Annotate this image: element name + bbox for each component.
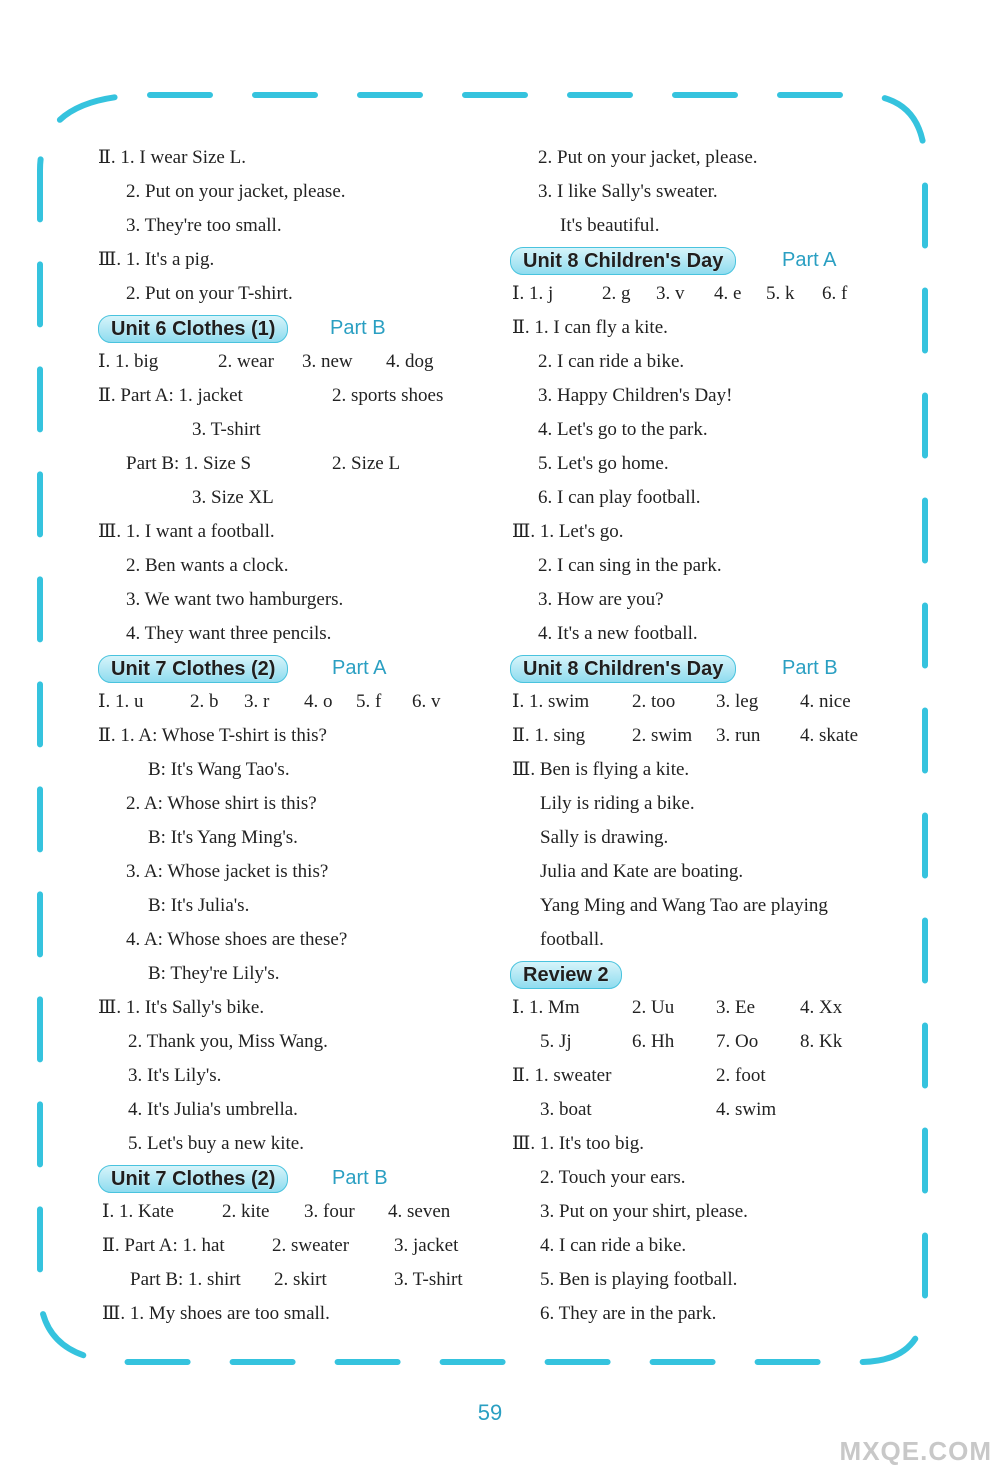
answer-line: 4. Let's go to the park. (538, 419, 708, 440)
answer-line: 4. They want three pencils. (126, 623, 332, 644)
answer-line: 3. We want two hamburgers. (126, 589, 344, 610)
answer-line: 2. Put on your jacket, please. (126, 181, 346, 202)
answer-line: 2. A: Whose shirt is this? (126, 793, 317, 814)
answer-line: Julia and Kate are boating. (540, 861, 744, 882)
section-heading-unit6-partb (98, 311, 498, 345)
answer-line: 2. I can ride a bike. (538, 351, 685, 372)
unit-title-badge: Unit 6 Clothes (1) (98, 315, 288, 343)
answer-line: Ⅲ. 1. It's Sally's bike. (98, 997, 265, 1018)
page-number: 59 (477, 1400, 503, 1425)
part-label: Part B (330, 317, 386, 339)
right-column (510, 141, 910, 1331)
answer-line: Ⅲ. 1. Let's go. (512, 521, 624, 542)
answer-line: 2. Put on your jacket, please. (538, 147, 758, 168)
answer-line: 3. A: Whose jacket is this? (126, 861, 329, 882)
part-label: Part B (782, 657, 838, 679)
answer-line: Ⅰ. 1. swim 2. too 3. leg 4. nice (512, 691, 851, 712)
answer-line: 4. A: Whose shoes are these? (126, 929, 348, 950)
answer-line: 2. Ben wants a clock. (126, 555, 289, 576)
answer-line: 4. It's a new football. (538, 623, 698, 644)
section-heading-review2 (510, 957, 910, 991)
answer-line: 2. Thank you, Miss Wang. (128, 1031, 328, 1052)
section-heading-unit7-parta (98, 651, 498, 685)
part-label: Part B (332, 1167, 388, 1189)
answer-line: Sally is drawing. (540, 827, 669, 848)
answer-line: Ⅲ. 1. My shoes are too small. (102, 1303, 330, 1324)
answer-line: 2. Touch your ears. (540, 1167, 686, 1188)
answer-line: Lily is riding a bike. (540, 793, 695, 814)
answer-line: Ⅲ. 1. I want a football. (98, 521, 275, 542)
answer-line: Ⅲ. Ben is flying a kite. (512, 759, 690, 780)
unit-title-badge: Unit 8 Children's Day (510, 655, 736, 683)
answer-line: Part B: 1. shirt 2. skirt 3. T-shirt (130, 1269, 463, 1290)
answer-line: 3. boat 4. swim (540, 1099, 777, 1120)
answer-line: Ⅲ. 1. It's a pig. (98, 249, 215, 270)
answer-line: Ⅱ. Part A: 1. hat 2. sweater 3. jacket (102, 1235, 459, 1256)
unit-title-badge: Unit 7 Clothes (2) (98, 1165, 288, 1193)
answer-line: 2. I can sing in the park. (538, 555, 722, 576)
unit-title-badge: Review 2 (510, 961, 622, 989)
unit-title-badge: Unit 7 Clothes (2) (98, 655, 288, 683)
answer-line: B: It's Wang Tao's. (148, 759, 290, 780)
answer-line: 3. Put on your shirt, please. (540, 1201, 748, 1222)
answer-line: Ⅰ. 1. u 2. b 3. r 4. o 5. f 6. v (98, 691, 441, 712)
answer-line: Part B: 1. Size S 2. Size L (126, 453, 401, 474)
answer-line: Yang Ming and Wang Tao are playing (540, 895, 828, 916)
answer-line: Ⅰ. 1. Kate 2. kite 3. four 4. seven (102, 1201, 451, 1222)
answer-line: Ⅱ. 1. sweater 2. foot (512, 1065, 766, 1086)
answer-line: 5. Jj 6. Hh 7. Oo 8. Kk (540, 1031, 843, 1052)
answer-line: It's beautiful. (560, 215, 660, 236)
watermark-logo: MXQE.COM (839, 1436, 992, 1466)
answer-line: Ⅱ. Part A: 1. jacket 2. sports shoes (98, 385, 444, 406)
section-heading-unit8-partb (510, 651, 910, 685)
answer-line: 6. They are in the park. (540, 1303, 717, 1324)
answer-line: 3. They're too small. (126, 215, 282, 236)
left-column (98, 141, 498, 1331)
answer-line: B: They're Lily's. (148, 963, 280, 984)
answer-line: 3. I like Sally's sweater. (538, 181, 718, 202)
answer-line: Ⅱ. 1. A: Whose T-shirt is this? (98, 725, 327, 746)
answer-line: Ⅱ. 1. sing 2. swim 3. run 4. skate (512, 725, 859, 746)
answer-line: Ⅱ. 1. I can fly a kite. (512, 317, 668, 338)
answer-line: B: It's Yang Ming's. (148, 827, 298, 848)
section-heading-unit7-partb (98, 1161, 498, 1195)
answer-line: 5. Let's buy a new kite. (128, 1133, 304, 1154)
section-heading-unit8-parta (510, 243, 910, 277)
answer-line: Ⅰ. 1. j 2. g 3. v 4. e 5. k 6. f (512, 283, 848, 304)
part-label: Part A (332, 657, 387, 679)
answer-line: Ⅰ. 1. big 2. wear 3. new 4. dog (98, 351, 434, 372)
answer-line: B: It's Julia's. (148, 895, 250, 916)
answer-line: 3. Happy Children's Day! (538, 385, 733, 406)
answer-line: Ⅰ. 1. Mm 2. Uu 3. Ee 4. Xx (512, 997, 843, 1018)
answer-line: 2. Put on your T-shirt. (126, 283, 293, 304)
answer-line: 5. Let's go home. (538, 453, 669, 474)
answer-line: 3. How are you? (538, 589, 664, 610)
answer-line: 4. I can ride a bike. (540, 1235, 687, 1256)
answer-line: 4. It's Julia's umbrella. (128, 1099, 298, 1120)
part-label: Part A (782, 249, 837, 271)
answer-line: 3. It's Lily's. (128, 1065, 222, 1086)
answer-line: Ⅲ. 1. It's too big. (512, 1133, 645, 1154)
answer-line: 6. I can play football. (538, 487, 701, 508)
unit-title-badge: Unit 8 Children's Day (510, 247, 736, 275)
answer-line: 5. Ben is playing football. (540, 1269, 738, 1290)
answer-line: 3. T-shirt (192, 419, 261, 440)
answer-line: football. (540, 929, 604, 950)
answer-line: Ⅱ. 1. I wear Size L. (98, 147, 246, 168)
answer-line: 3. Size XL (192, 487, 274, 508)
